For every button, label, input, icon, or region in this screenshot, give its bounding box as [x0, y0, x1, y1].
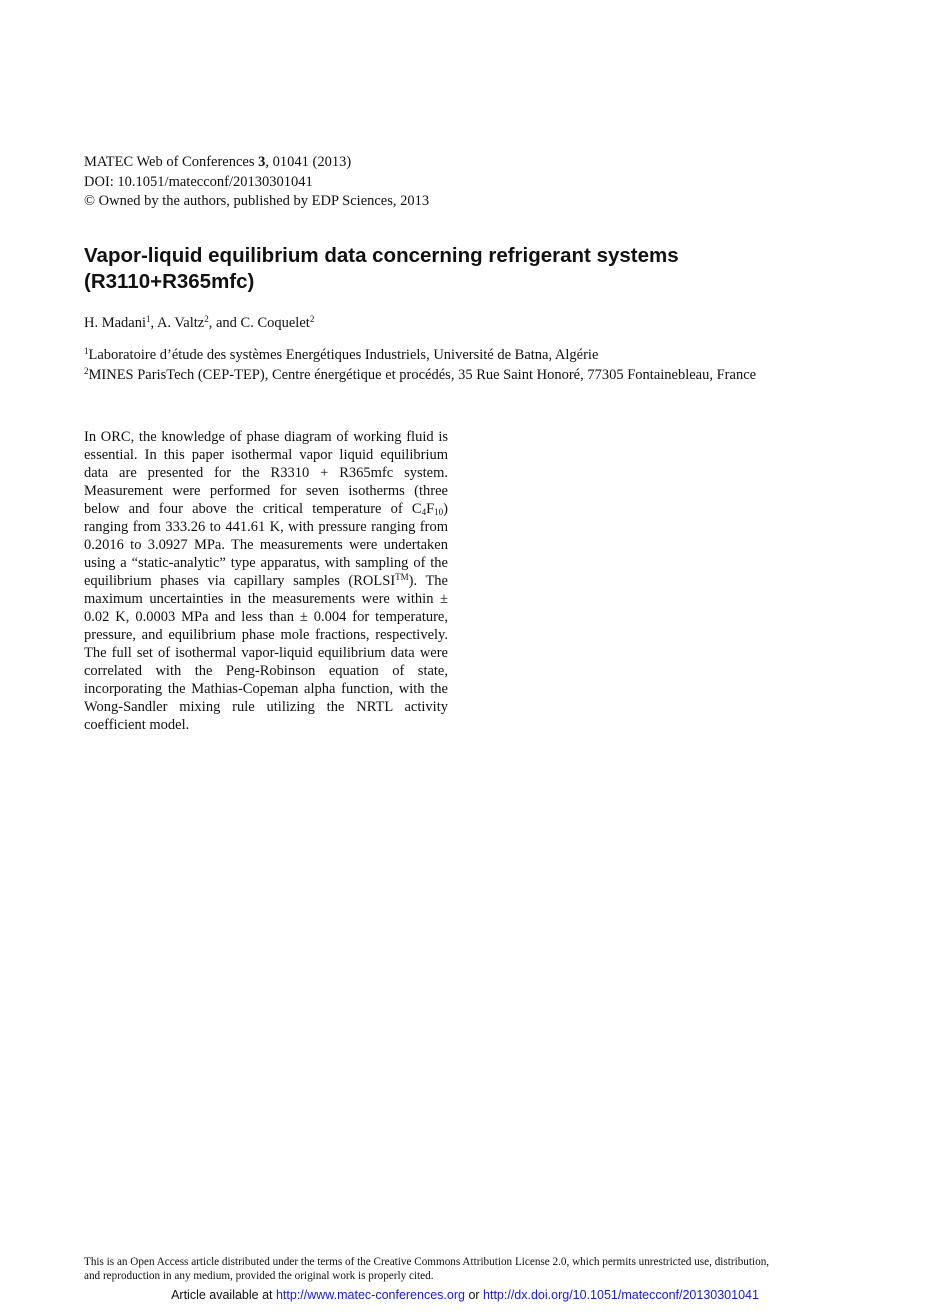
- abstract: In ORC, the knowledge of phase diagram of working fluid is essential. In this paper isothermal vapor liquid equilibrium data are presented for the R3310 + R365mfc system. Measurement were performed for seven isotherms (three below and four above the critical temperature of $C_4F_{10}$) ranging from 333.26 to 441.61 K, with pressure ranging from 0.2016 to 3.0927 MPa. The measurements were undertaken using a “static-analytic” type apparatus, with sampling of the equilibrium phases via capillary samples (ROLSI™). The maximum uncertainties in the measurements were within ± 0.02 K, 0.0003 MPa and less than ± 0.004 for temperature, pressure, and equilibrium phase mole fractions, respectively. The full set of isothermal vapor-liquid equilibrium data were correlated with the Peng-Robinson equation of state, incorporating the Mathias-Copeman alpha function, with the Wong-Sandler mixing rule utilizing the NRTL activity coefficient model.: [84, 429, 448, 733]
- license-notice: [84, 1255, 850, 1283]
- license-line-2: and reproduction in any medium, provided the original work is properly cited.: [84, 1270, 434, 1282]
- journal-volume: 3: [258, 154, 266, 170]
- journal-header: [84, 153, 429, 212]
- matec-conferences-link[interactable]: http://www.matec-conferences.org: [275, 1288, 465, 1302]
- affiliation-1: $^1$Laboratoire d’étude des systèmes Energétiques Industriels, Université de Batna, Algérie: [84, 346, 599, 363]
- journal-copyright: © Owned by the authors, published by EDP Sciences, 2013: [84, 193, 430, 209]
- license-line-1: This is an Open Access article distributed under the terms of the Creative Commons Attribution License 2.0, which permits unrestricted use, distribution,: [84, 1256, 770, 1268]
- paper-title: [84, 243, 844, 295]
- article-availability: Article available at http://www.matec-conferences.org or http://dx.doi.org/10.1051/matecconf/20130301041: [171, 1288, 759, 1302]
- paper-title-line-2: (R3110+R365mfc): [84, 270, 255, 293]
- affiliation-2: $^2$MINES ParisTech (CEP-TEP), Centre énergétique et procédés, 35 Rue Saint Honoré, 77305 Fontainebleau, France: [84, 365, 757, 383]
- doi-link[interactable]: http://dx.doi.org/10.1051/matecconf/20130301041: [483, 1288, 759, 1302]
- paper-title-line-1: Vapor-liquid equilibrium data concerning refrigerant systems: [84, 244, 679, 267]
- journal-doi: DOI: 10.1051/matecconf/20130301041: [84, 173, 313, 190]
- journal-citation: MATEC Web of Conferences 3, 01041 (2013): [84, 154, 352, 170]
- affiliations: [84, 346, 756, 385]
- authors: H. Madani$^1$, A. Valtz$^2$, and C. Coquelet$^2$: [84, 314, 315, 331]
